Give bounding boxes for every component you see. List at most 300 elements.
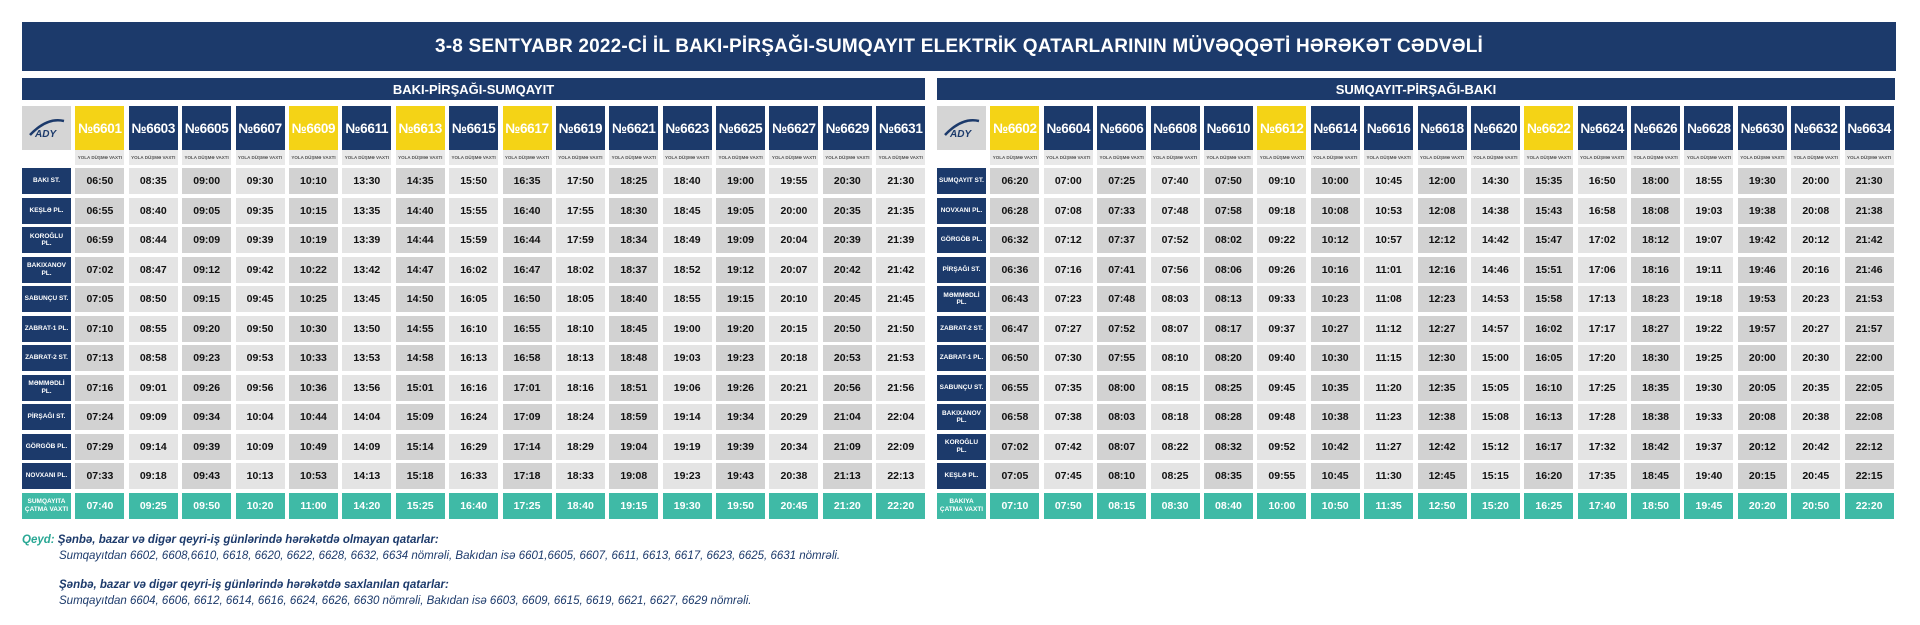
time-cell: 15:51 <box>1524 257 1573 283</box>
time-cell: 06:36 <box>990 257 1039 283</box>
time-cell: 20:07 <box>769 257 818 283</box>
train-number-header: №6628 <box>1684 106 1733 150</box>
time-cell: 13:53 <box>342 345 391 371</box>
time-cell: 18:33 <box>556 463 605 489</box>
train-number-header: №6611 <box>342 106 391 150</box>
time-cell: 13:45 <box>342 286 391 312</box>
time-cell: 21:50 <box>876 316 925 342</box>
time-cell: 14:55 <box>396 316 445 342</box>
arrival-time-cell: 18:40 <box>556 493 605 519</box>
time-cell: 20:42 <box>1791 434 1840 460</box>
time-cell: 14:53 <box>1471 286 1520 312</box>
time-cell: 18:48 <box>609 345 658 371</box>
notes-heading-2: Şənbə, bazar və digər qeyri-iş günlərində hərəkətdə saxlanılan qatarlar: <box>59 579 449 591</box>
time-cell: 19:09 <box>716 227 765 253</box>
time-cell: 09:45 <box>1257 375 1306 401</box>
ady-logo <box>937 106 986 150</box>
time-cell: 09:09 <box>182 227 231 253</box>
departure-time-label: YOLA DÜŞMƏ VAXTI <box>990 150 1039 165</box>
time-cell: 09:23 <box>182 345 231 371</box>
time-cell: 11:27 <box>1364 434 1413 460</box>
departure-time-label: YOLA DÜŞMƏ VAXTI <box>236 150 285 165</box>
time-cell: 16:58 <box>503 345 552 371</box>
time-cell: 09:09 <box>129 404 178 430</box>
time-cell: 10:04 <box>236 404 285 430</box>
sub-header-spacer <box>937 150 986 165</box>
time-cell: 07:48 <box>1151 198 1200 224</box>
time-cell: 10:45 <box>1311 463 1360 489</box>
time-cell: 09:05 <box>182 198 231 224</box>
time-cell: 16:35 <box>503 168 552 194</box>
time-cell: 16:13 <box>449 345 498 371</box>
arrival-time-cell: 17:40 <box>1578 493 1627 519</box>
time-cell: 20:08 <box>1738 404 1787 430</box>
time-cell: 19:42 <box>1738 227 1787 253</box>
time-cell: 19:07 <box>1684 227 1733 253</box>
station-name: SABUNÇU ST. <box>22 286 71 312</box>
notes-line-2: Sumqayıtdan 6604, 6606, 6612, 6614, 6616, 6624, 6626, 6630 nömrəli, Bakıdan isə 6603, 6609, 6615, 6619, 6621, 6627, 6629 nömrəli. <box>59 595 752 607</box>
time-cell: 08:20 <box>1204 345 1253 371</box>
notes-label: Qeyd: <box>22 534 55 546</box>
time-cell: 09:45 <box>236 286 285 312</box>
notes-heading-1: Şənbə, bazar və digər qeyri-iş günlərində hərəkətdə olmayan qatarlar: <box>57 534 439 546</box>
time-cell: 21:56 <box>876 375 925 401</box>
arrival-time-cell: 22:20 <box>1845 493 1894 519</box>
time-cell: 20:30 <box>1791 345 1840 371</box>
train-number-header: №6616 <box>1364 106 1413 150</box>
time-cell: 22:08 <box>1845 404 1894 430</box>
time-cell: 18:55 <box>663 286 712 312</box>
time-cell: 14:13 <box>342 463 391 489</box>
time-cell: 18:42 <box>1631 434 1680 460</box>
time-cell: 21:30 <box>876 168 925 194</box>
time-cell: 12:42 <box>1418 434 1467 460</box>
time-cell: 17:06 <box>1578 257 1627 283</box>
time-cell: 10:38 <box>1311 404 1360 430</box>
departure-time-label: YOLA DÜŞMƏ VAXTI <box>289 150 338 165</box>
train-number-header: №6605 <box>182 106 231 150</box>
train-number-header: №6612 <box>1257 106 1306 150</box>
time-cell: 19:40 <box>1684 463 1733 489</box>
departure-time-label: YOLA DÜŞMƏ VAXTI <box>1791 150 1840 165</box>
time-cell: 11:15 <box>1364 345 1413 371</box>
time-cell: 19:19 <box>663 434 712 460</box>
time-cell: 16:40 <box>503 198 552 224</box>
time-cell: 07:42 <box>1044 434 1093 460</box>
notes-line-1: Sumqayıtdan 6602, 6608,6610, 6618, 6620, 6622, 6628, 6632, 6634 nömrəli, Bakıdan isə 6601,6605, 6607, 6611, 6613, 6617, 6623, 6625, 6631 nömrəli. <box>59 550 841 562</box>
time-cell: 06:43 <box>990 286 1039 312</box>
ady-logo-text: ADY <box>34 129 56 140</box>
time-cell: 09:55 <box>1257 463 1306 489</box>
time-cell: 07:33 <box>75 463 124 489</box>
time-cell: 07:41 <box>1097 257 1146 283</box>
time-cell: 18:55 <box>1684 168 1733 194</box>
time-cell: 12:27 <box>1418 316 1467 342</box>
time-cell: 06:55 <box>75 198 124 224</box>
time-cell: 08:13 <box>1204 286 1253 312</box>
time-cell: 14:50 <box>396 286 445 312</box>
station-name: ZABRAT-1 PL. <box>937 345 986 371</box>
time-cell: 20:05 <box>1738 375 1787 401</box>
time-cell: 16:44 <box>503 227 552 253</box>
time-cell: 12:35 <box>1418 375 1467 401</box>
time-cell: 18:27 <box>1631 316 1680 342</box>
time-cell: 08:58 <box>129 345 178 371</box>
time-cell: 19:23 <box>716 345 765 371</box>
time-cell: 10:45 <box>1364 168 1413 194</box>
departure-time-label: YOLA DÜŞMƏ VAXTI <box>75 150 124 165</box>
departure-time-label: YOLA DÜŞMƏ VAXTI <box>1738 150 1787 165</box>
time-cell: 20:00 <box>1791 168 1840 194</box>
time-cell: 10:22 <box>289 257 338 283</box>
time-cell: 19:18 <box>1684 286 1733 312</box>
time-cell: 07:13 <box>75 345 124 371</box>
time-cell: 16:50 <box>503 286 552 312</box>
time-cell: 16:02 <box>1524 316 1573 342</box>
train-number-header: №6620 <box>1471 106 1520 150</box>
time-cell: 09:40 <box>1257 345 1306 371</box>
time-cell: 15:09 <box>396 404 445 430</box>
time-cell: 12:38 <box>1418 404 1467 430</box>
time-cell: 20:23 <box>1791 286 1840 312</box>
arrival-time-cell: 07:40 <box>75 493 124 519</box>
time-cell: 19:25 <box>1684 345 1733 371</box>
arrival-time-cell: 22:20 <box>876 493 925 519</box>
station-name: KEŞLƏ PL. <box>937 463 986 489</box>
time-cell: 18:24 <box>556 404 605 430</box>
time-cell: 20:04 <box>769 227 818 253</box>
departure-time-label: YOLA DÜŞMƏ VAXTI <box>1524 150 1573 165</box>
time-cell: 10:00 <box>1311 168 1360 194</box>
time-cell: 16:20 <box>1524 463 1573 489</box>
time-cell: 19:53 <box>1738 286 1787 312</box>
time-cell: 20:30 <box>823 168 872 194</box>
time-cell: 19:43 <box>716 463 765 489</box>
departure-time-label: YOLA DÜŞMƏ VAXTI <box>1631 150 1680 165</box>
time-cell: 20:53 <box>823 345 872 371</box>
time-cell: 22:04 <box>876 404 925 430</box>
time-cell: 21:09 <box>823 434 872 460</box>
time-cell: 07:56 <box>1151 257 1200 283</box>
time-cell: 14:40 <box>396 198 445 224</box>
time-cell: 22:13 <box>876 463 925 489</box>
time-cell: 18:35 <box>1631 375 1680 401</box>
arrival-time-cell: 08:40 <box>1204 493 1253 519</box>
time-cell: 15:58 <box>1524 286 1573 312</box>
train-number-header: №6601 <box>75 106 124 150</box>
time-cell: 10:25 <box>289 286 338 312</box>
time-cell: 06:50 <box>990 345 1039 371</box>
time-cell: 10:10 <box>289 168 338 194</box>
time-cell: 19:04 <box>609 434 658 460</box>
departure-time-label: YOLA DÜŞMƏ VAXTI <box>1204 150 1253 165</box>
station-name: KOROĞLU PL. <box>22 227 71 253</box>
time-cell: 14:57 <box>1471 316 1520 342</box>
time-cell: 10:44 <box>289 404 338 430</box>
time-cell: 17:09 <box>503 404 552 430</box>
station-name: KEŞLƏ PL. <box>22 198 71 224</box>
train-number-header: №6624 <box>1578 106 1627 150</box>
time-cell: 14:09 <box>342 434 391 460</box>
time-cell: 10:15 <box>289 198 338 224</box>
time-cell: 10:12 <box>1311 227 1360 253</box>
time-cell: 20:12 <box>1738 434 1787 460</box>
time-cell: 17:32 <box>1578 434 1627 460</box>
page-title: 3-8 SENTYABR 2022-Cİ İL BAKI-PİRŞAĞI-SUMQAYIT ELEKTRİK QATARLARININ MÜVƏQQƏTİ HƏRƏKƏT CƏDVƏLİ <box>22 22 1896 71</box>
time-cell: 15:18 <box>396 463 445 489</box>
timetable-sumqayit-baki <box>937 78 1895 522</box>
time-cell: 10:09 <box>236 434 285 460</box>
time-cell: 09:39 <box>236 227 285 253</box>
arrival-time-cell: 07:10 <box>990 493 1039 519</box>
time-cell: 08:18 <box>1151 404 1200 430</box>
arrival-time-cell: 07:50 <box>1044 493 1093 519</box>
time-cell: 17:20 <box>1578 345 1627 371</box>
time-cell: 14:44 <box>396 227 445 253</box>
time-cell: 18:38 <box>1631 404 1680 430</box>
station-name: MƏMMƏDLİ PL. <box>937 286 986 312</box>
time-cell: 20:38 <box>1791 404 1840 430</box>
notes-section <box>22 532 1892 609</box>
time-cell: 20:45 <box>823 286 872 312</box>
time-cell: 21:46 <box>1845 257 1894 283</box>
time-cell: 10:13 <box>236 463 285 489</box>
time-cell: 20:29 <box>769 404 818 430</box>
time-cell: 19:08 <box>609 463 658 489</box>
time-cell: 15:50 <box>449 168 498 194</box>
time-cell: 09:48 <box>1257 404 1306 430</box>
time-cell: 20:39 <box>823 227 872 253</box>
arrival-label: SUMQAYITA ÇATMA VAXTI <box>22 493 71 519</box>
time-cell: 07:25 <box>1097 168 1146 194</box>
time-cell: 09:01 <box>129 375 178 401</box>
time-cell: 19:03 <box>1684 198 1733 224</box>
train-number-header: №6630 <box>1738 106 1787 150</box>
arrival-time-cell: 09:50 <box>182 493 231 519</box>
time-cell: 18:16 <box>1631 257 1680 283</box>
time-cell: 10:30 <box>1311 345 1360 371</box>
time-cell: 17:55 <box>556 198 605 224</box>
time-cell: 16:05 <box>449 286 498 312</box>
time-cell: 10:23 <box>1311 286 1360 312</box>
time-cell: 17:01 <box>503 375 552 401</box>
time-cell: 18:08 <box>1631 198 1680 224</box>
time-cell: 21:35 <box>876 198 925 224</box>
time-cell: 10:30 <box>289 316 338 342</box>
time-cell: 19:05 <box>716 198 765 224</box>
time-cell: 18:23 <box>1631 286 1680 312</box>
station-name: ZABRAT-2 ST. <box>22 345 71 371</box>
time-cell: 21:57 <box>1845 316 1894 342</box>
time-cell: 20:00 <box>1738 345 1787 371</box>
arrival-time-cell: 16:25 <box>1524 493 1573 519</box>
time-cell: 19:11 <box>1684 257 1733 283</box>
time-cell: 06:32 <box>990 227 1039 253</box>
time-cell: 11:01 <box>1364 257 1413 283</box>
time-cell: 18:59 <box>609 404 658 430</box>
time-cell: 10:57 <box>1364 227 1413 253</box>
station-name: SUMQAYIT ST. <box>937 168 986 194</box>
departure-time-label: YOLA DÜŞMƏ VAXTI <box>1418 150 1467 165</box>
station-name: MƏMMƏDLİ PL. <box>22 375 71 401</box>
station-name: BAKI ST. <box>22 168 71 194</box>
ady-logo <box>22 106 71 150</box>
time-cell: 07:58 <box>1204 198 1253 224</box>
departure-time-label: YOLA DÜŞMƏ VAXTI <box>876 150 925 165</box>
arrival-time-cell: 15:20 <box>1471 493 1520 519</box>
train-number-header: №6603 <box>129 106 178 150</box>
arrival-time-cell: 18:50 <box>1631 493 1680 519</box>
arrival-time-cell: 19:30 <box>663 493 712 519</box>
station-name: ZABRAT-2 ST. <box>937 316 986 342</box>
arrival-time-cell: 19:45 <box>1684 493 1733 519</box>
ady-logo-icon <box>27 115 67 141</box>
time-cell: 18:16 <box>556 375 605 401</box>
time-cell: 19:26 <box>716 375 765 401</box>
departure-time-label: YOLA DÜŞMƏ VAXTI <box>1151 150 1200 165</box>
time-cell: 20:38 <box>769 463 818 489</box>
time-cell: 13:50 <box>342 316 391 342</box>
time-cell: 21:04 <box>823 404 872 430</box>
time-cell: 09:10 <box>1257 168 1306 194</box>
departure-time-label: YOLA DÜŞMƏ VAXTI <box>1578 150 1627 165</box>
time-cell: 16:55 <box>503 316 552 342</box>
time-cell: 08:03 <box>1097 404 1146 430</box>
departure-time-label: YOLA DÜŞMƏ VAXTI <box>396 150 445 165</box>
station-name: PİRŞAĞI ST. <box>22 404 71 430</box>
time-cell: 18:13 <box>556 345 605 371</box>
departure-time-label: YOLA DÜŞMƏ VAXTI <box>716 150 765 165</box>
time-cell: 07:40 <box>1151 168 1200 194</box>
time-cell: 21:53 <box>1845 286 1894 312</box>
time-cell: 09:35 <box>236 198 285 224</box>
time-cell: 11:08 <box>1364 286 1413 312</box>
time-cell: 12:45 <box>1418 463 1467 489</box>
time-cell: 21:13 <box>823 463 872 489</box>
time-cell: 10:49 <box>289 434 338 460</box>
departure-time-label: YOLA DÜŞMƏ VAXTI <box>1311 150 1360 165</box>
train-number-header: №6617 <box>503 106 552 150</box>
time-cell: 20:15 <box>1738 463 1787 489</box>
station-name: KOROĞLU PL. <box>937 434 986 460</box>
time-cell: 13:39 <box>342 227 391 253</box>
train-number-header: №6621 <box>609 106 658 150</box>
time-cell: 07:27 <box>1044 316 1093 342</box>
time-cell: 07:55 <box>1097 345 1146 371</box>
time-cell: 20:21 <box>769 375 818 401</box>
time-cell: 09:53 <box>236 345 285 371</box>
time-cell: 15:08 <box>1471 404 1520 430</box>
time-cell: 10:36 <box>289 375 338 401</box>
time-cell: 17:17 <box>1578 316 1627 342</box>
time-cell: 16:47 <box>503 257 552 283</box>
departure-time-label: YOLA DÜŞMƏ VAXTI <box>1845 150 1894 165</box>
time-cell: 10:16 <box>1311 257 1360 283</box>
time-cell: 20:45 <box>1791 463 1840 489</box>
time-cell: 06:55 <box>990 375 1039 401</box>
time-cell: 18:30 <box>609 198 658 224</box>
time-cell: 19:39 <box>716 434 765 460</box>
time-cell: 10:27 <box>1311 316 1360 342</box>
time-cell: 20:16 <box>1791 257 1840 283</box>
departure-time-label: YOLA DÜŞMƏ VAXTI <box>1097 150 1146 165</box>
time-cell: 08:25 <box>1151 463 1200 489</box>
time-cell: 07:10 <box>75 316 124 342</box>
time-cell: 20:34 <box>769 434 818 460</box>
time-cell: 09:20 <box>182 316 231 342</box>
station-name: NOVXANI PL. <box>937 198 986 224</box>
time-cell: 07:02 <box>75 257 124 283</box>
time-cell: 17:50 <box>556 168 605 194</box>
train-number-header: №6631 <box>876 106 925 150</box>
time-cell: 19:00 <box>716 168 765 194</box>
arrival-time-cell: 10:50 <box>1311 493 1360 519</box>
right-timetable-grid <box>937 106 1895 522</box>
train-number-header: №6623 <box>663 106 712 150</box>
time-cell: 18:45 <box>609 316 658 342</box>
time-cell: 06:50 <box>75 168 124 194</box>
time-cell: 18:00 <box>1631 168 1680 194</box>
time-cell: 19:34 <box>716 404 765 430</box>
arrival-label: BAKIYA ÇATMA VAXTI <box>937 493 986 519</box>
time-cell: 21:53 <box>876 345 925 371</box>
departure-time-label: YOLA DÜŞMƏ VAXTI <box>609 150 658 165</box>
time-cell: 18:30 <box>1631 345 1680 371</box>
station-name: NOVXANI PL. <box>22 463 71 489</box>
time-cell: 21:30 <box>1845 168 1894 194</box>
station-name: GÖRGÖB PL. <box>937 227 986 253</box>
departure-time-label: YOLA DÜŞMƏ VAXTI <box>129 150 178 165</box>
time-cell: 19:15 <box>716 286 765 312</box>
time-cell: 14:38 <box>1471 198 1520 224</box>
time-cell: 14:47 <box>396 257 445 283</box>
time-cell: 20:42 <box>823 257 872 283</box>
time-cell: 08:10 <box>1097 463 1146 489</box>
time-cell: 07:37 <box>1097 227 1146 253</box>
arrival-time-cell: 12:50 <box>1418 493 1467 519</box>
time-cell: 17:35 <box>1578 463 1627 489</box>
train-number-header: №6626 <box>1631 106 1680 150</box>
train-number-header: №6634 <box>1845 106 1894 150</box>
time-cell: 20:35 <box>1791 375 1840 401</box>
time-cell: 09:18 <box>129 463 178 489</box>
time-cell: 09:37 <box>1257 316 1306 342</box>
time-cell: 15:12 <box>1471 434 1520 460</box>
time-cell: 09:26 <box>1257 257 1306 283</box>
time-cell: 09:14 <box>129 434 178 460</box>
departure-time-label: YOLA DÜŞMƏ VAXTI <box>1684 150 1733 165</box>
time-cell: 16:02 <box>449 257 498 283</box>
time-cell: 19:03 <box>663 345 712 371</box>
time-cell: 19:23 <box>663 463 712 489</box>
time-cell: 08:07 <box>1151 316 1200 342</box>
time-cell: 07:05 <box>990 463 1039 489</box>
time-cell: 10:35 <box>1311 375 1360 401</box>
time-cell: 11:30 <box>1364 463 1413 489</box>
time-cell: 07:45 <box>1044 463 1093 489</box>
time-cell: 16:24 <box>449 404 498 430</box>
time-cell: 08:10 <box>1151 345 1200 371</box>
time-cell: 18:49 <box>663 227 712 253</box>
time-cell: 21:45 <box>876 286 925 312</box>
time-cell: 10:53 <box>1364 198 1413 224</box>
time-cell: 14:58 <box>396 345 445 371</box>
time-cell: 10:42 <box>1311 434 1360 460</box>
departure-time-label: YOLA DÜŞMƏ VAXTI <box>1471 150 1520 165</box>
train-number-header: №6615 <box>449 106 498 150</box>
train-number-header: №6625 <box>716 106 765 150</box>
time-cell: 12:12 <box>1418 227 1467 253</box>
